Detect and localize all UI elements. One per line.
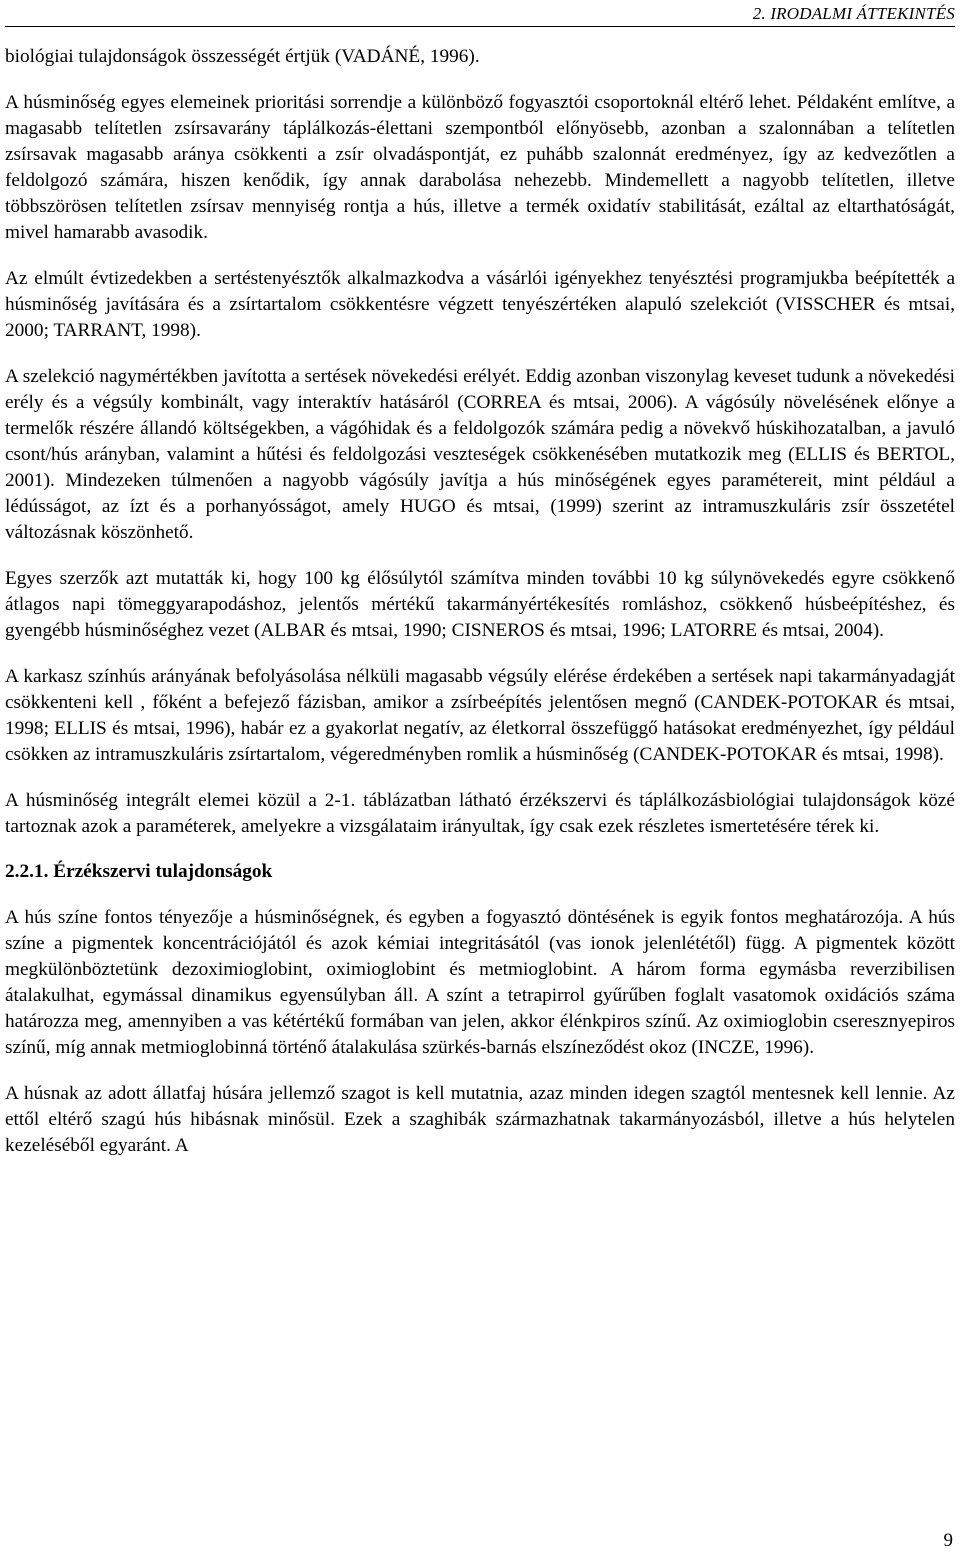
paragraph: Egyes szerzők azt mutatták ki, hogy 100 kg élősúlytól számítva minden további 10 kg súlynövekedés egyre csökkenő átlagos napi tömeggyarapodáshoz, jelentős mértékű takarmányértékesítés romláshoz, csökkenő húsbeépítéshez, és gyengébb húsminőséghez vezet (ALBAR és mtsai, 1990; CISNEROS és mtsai, 1996; LATORRE és mtsai, 2004).	[5, 568, 955, 641]
paragraph: A húsminőség egyes elemeinek prioritási sorrendje a különböző fogyasztói csoportoknál eltérő lehet. Példaként említve, a magasabb telítetlen zsírsavarány táplálkozás-élettani szempontból előnyösebb, azonban a szalonnában a telítetlen zsírsavak magasabb aránya csökkenti a zsír olvadáspontját, ez puhább szalonnát eredményez, így az kedvezőtlen a feldolgozó számára, hiszen kenődik, így annak darabolása nehezebb. Mindemellett a nagyobb telítetlen, illetve többszörösen telítetlen zsírsav mennyiség rontja a hús, illetve a termék oxidatív stabilitását, ezáltal az eltarthatóságát, mivel hamarabb avasodik.	[5, 92, 955, 243]
paragraph: A hús színe fontos tényezője a húsminőségnek, és egyben a fogyasztó döntésének is egyik fontos meghatározója. A hús színe a pigmentek koncentrációjától és azok kémiai integritásától (vas ionok jelenlététől) függ. A pigmentek között megkülönböztetünk dezoximioglobint, oximioglobint és metmioglobint. A három forma egymásba reverzibilisen átalakulhat, egymással dinamikus egyensúlyban áll. A színt a tetrapirrol gyűrűben foglalt vasatomok oxidációs száma határozza meg, amennyiben a vas kétértékű formában van jelen, akkor élénkpiros színű. Az oximioglobin cseresznyepiros színű, míg annak metmioglobinná történő átalakulása szürkés-barnás elszíneződést okoz (INCZE, 1996).	[5, 907, 955, 1058]
running-header: 2. IRODALMI ÁTTEKINTÉS	[752, 4, 955, 23]
section-heading: 2.2.1. Érzékszervi tulajdonságok	[5, 861, 273, 882]
paragraph: A szelekció nagymértékben javította a sertések növekedési erélyét. Eddig azonban viszonylag keveset tudunk a növekedési erély és a végsúly kombinált, vagy interaktív hatásáról (CORREA és mtsai, 2006). A vágósúly növelésének előnye a termelők részére állandó költségekben, a vágóhidak és a feldolgozók számára pedig a növekvő húskihozatalban, a javuló csont/hús arányban, valamint a hűtési és feldolgozási veszteségek csökkenésében mutatkozik meg (ELLIS és BERTOL, 2001). Mindezeken túlmenően a nagyobb vágósúly javítja a hús minőségének egyes paramétereit, mint például a lédússágot, az ízt és a porhanyósságot, amely HUGO és mtsai, (1999) szerint az intramuszkuláris zsír összetétel változásnak köszönhető.	[5, 366, 955, 543]
paragraph: Az elmúlt évtizedekben a sertéstenyésztők alkalmazkodva a vásárlói igényekhez tenyésztési programjukba beépítették a húsminőség javítására és a zsírtartalom csökkentésre végzett tenyészértéken alapuló szelekciót (VISSCHER és mtsai, 2000; TARRANT, 1998).	[5, 268, 955, 341]
paragraph: biológiai tulajdonságok összességét értjük (VADÁNÉ, 1996).	[5, 46, 480, 67]
paragraph: A karkasz színhús arányának befolyásolása nélküli magasabb végsúly elérése érdekében a sertések napi takarmányadagját csökkenteni kell , főként a befejező fázisban, amikor a zsírbeépítés jelentősen megnő (CANDEK-POTOKAR és mtsai, 1998; ELLIS és mtsai, 1996), habár ez a gyakorlat negatív, az életkorral összefüggő hatásokat eredményezhet, így például csökken az intramuszkuláris zsírtartalom, végeredményben romlik a húsminőség (CANDEK-POTOKAR és mtsai, 1998).	[5, 666, 955, 765]
page-number: 9	[943, 1530, 953, 1551]
paragraph: A húsnak az adott állatfaj húsára jellemző szagot is kell mutatnia, azaz minden idegen szagtól mentesnek kell lennie. Az ettől eltérő szagú hús hibásnak minősül. Ezek a szaghibák származhatnak takarmányozásból, illetve a hús helytelen kezeléséből egyaránt. A	[5, 1083, 955, 1156]
paragraph: A húsminőség integrált elemei közül a 2-1. táblázatban látható érzékszervi és táplálkozásbiológiai tulajdonságok közé tartoznak azok a paraméterek, amelyekre a vizsgálataim irányultak, így csak ezek részletes ismertetésére térek ki.	[5, 790, 955, 837]
header-rule	[5, 26, 955, 27]
body-text	[5, 44, 955, 1159]
document-page	[5, 0, 955, 1561]
